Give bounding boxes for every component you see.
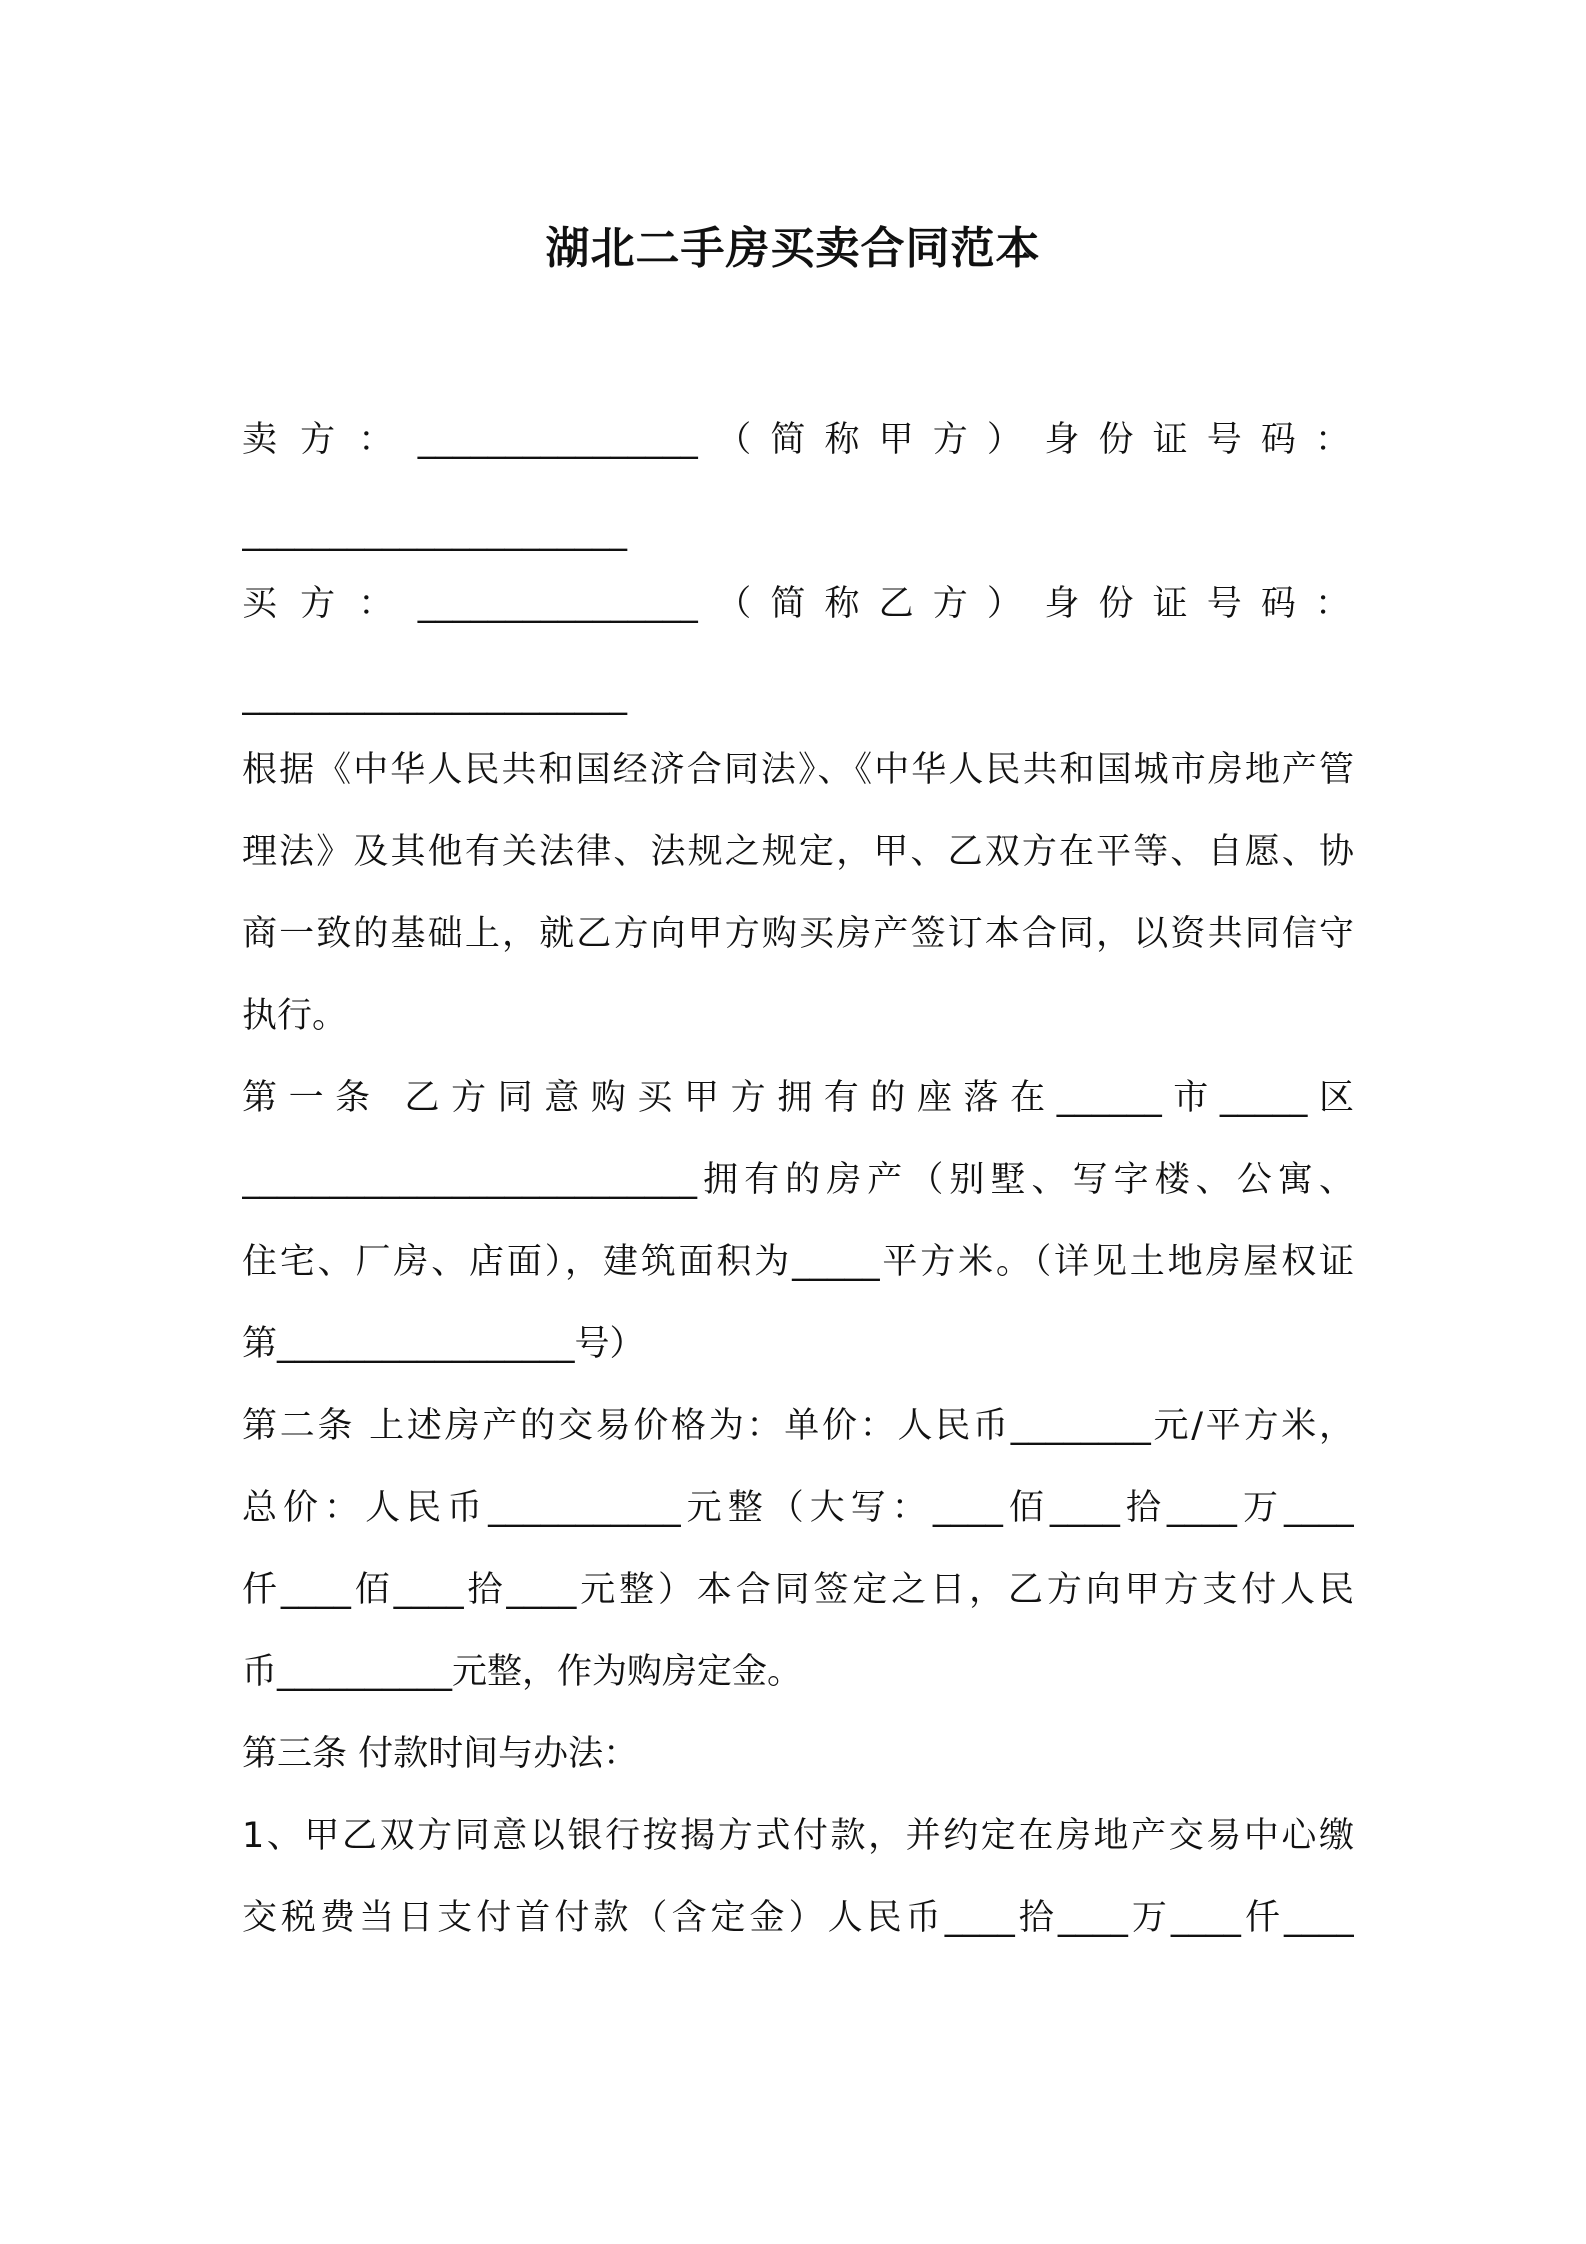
article-3-line: 交税费当日支付首付款（含定金）人民币____拾____万____仟____ xyxy=(242,1898,1354,1938)
article-3-heading: 第三条 付款时间与办法： xyxy=(242,1734,639,1774)
article-1-line: __________________________拥有的房产（别墅、写字楼、公寓、 xyxy=(242,1160,1354,1200)
seller-line xyxy=(242,416,1354,464)
seller-name-blank: ________________ xyxy=(417,420,698,460)
buyer-label: 买 方 ： xyxy=(242,584,400,624)
paragraph-line: 执行。 xyxy=(242,996,348,1036)
article-2-line: 币__________元整，作为购房定金。 xyxy=(242,1652,803,1692)
paragraph-line: 根据《中华人民共和国经济合同法》、《中华人民共和国城市房地产管 xyxy=(242,750,1354,790)
paragraph-line: 理法》及其他有关法律、法规之规定，甲、乙双方在平等、自愿、协 xyxy=(242,832,1354,872)
buyer-line xyxy=(242,580,1354,628)
article-2-line: 第二条 上述房产的交易价格为：单价：人民币________元/平方米， xyxy=(242,1406,1354,1446)
article-1-line: 住宅、厂房、店面），建筑面积为_____平方米。（详见土地房屋权证 xyxy=(242,1242,1354,1282)
seller-short-name: （ 简 称 甲 方 ） xyxy=(716,420,1026,460)
seller-id-blank: ______________________ xyxy=(242,512,627,552)
buyer-short-name: （ 简 称 乙 方 ） xyxy=(716,584,1026,624)
seller-label: 卖 方 ： xyxy=(242,420,400,460)
buyer-name-blank: ________________ xyxy=(417,584,698,624)
article-1-line: 第一条 乙方同意购买甲方拥有的座落在______市_____区 xyxy=(242,1078,1354,1118)
article-1-line: 第_________________号） xyxy=(242,1324,645,1364)
article-3-line: 1、甲乙双方同意以银行按揭方式付款，并约定在房地产交易中心缴 xyxy=(242,1816,1354,1856)
article-2-line: 仟____佰____拾____元整）本合同签定之日，乙方向甲方支付人民 xyxy=(242,1570,1354,1610)
page-title: 湖北二手房买卖合同范本 xyxy=(545,223,1041,274)
buyer-id-label: 身 份 证 号 码 ： xyxy=(1044,584,1354,624)
article-2-line: 总价：人民币___________元整（大写：____佰____拾____万____ xyxy=(242,1488,1354,1528)
buyer-id-blank: ______________________ xyxy=(242,676,627,716)
seller-id-label: 身 份 证 号 码 ： xyxy=(1044,420,1354,460)
paragraph-line: 商一致的基础上，就乙方向甲方购买房产签订本合同，以资共同信守 xyxy=(242,914,1354,954)
